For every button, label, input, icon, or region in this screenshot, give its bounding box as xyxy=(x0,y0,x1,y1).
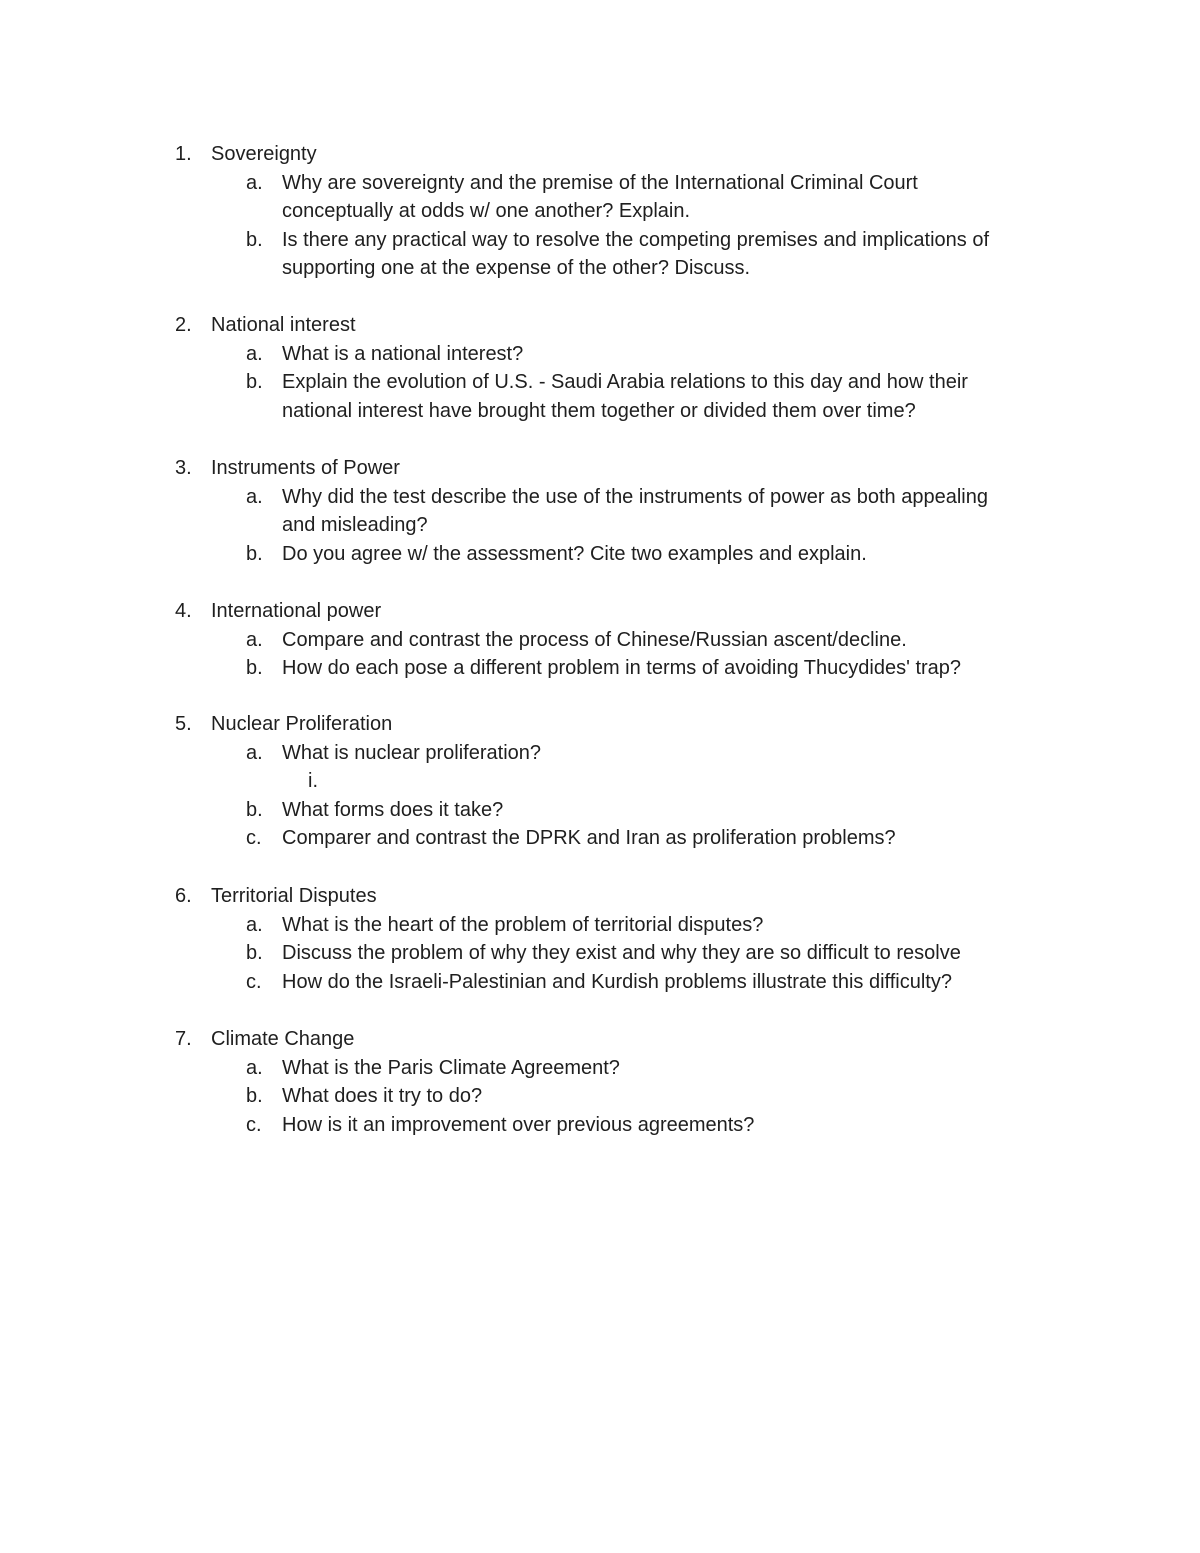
list-item xyxy=(0,483,1200,512)
list-letter: c. xyxy=(246,970,262,993)
list-item xyxy=(0,540,1200,569)
question-text: How do each pose a different problem in terms of avoiding Thucydides' trap? xyxy=(282,657,962,679)
list-item xyxy=(0,169,1200,198)
question-text: How do the Israeli-Palestinian and Kurdish problems illustrate this difficulty? xyxy=(282,970,952,993)
list-number: 2. xyxy=(175,314,192,336)
question-text: Do you agree w/ the assessment? Cite two examples and explain. xyxy=(282,542,867,565)
list-letter: b. xyxy=(246,228,263,251)
section-title: Sovereignty xyxy=(211,143,317,165)
question-text: Comparer and contrast the DPRK and Iran as proliferation problems? xyxy=(282,827,896,849)
list-letter: a. xyxy=(246,741,263,764)
section-title: International power xyxy=(211,600,382,622)
list-item xyxy=(0,939,1200,968)
list-item xyxy=(0,1054,1200,1083)
list-item xyxy=(0,739,1200,768)
list-letter: a. xyxy=(246,485,263,508)
question-text: What is a national interest? xyxy=(282,342,524,365)
section-territorial-disputes xyxy=(0,882,1200,996)
question-text: What is nuclear proliferation? xyxy=(282,741,542,764)
list-letter: a. xyxy=(246,628,263,651)
question-text: What is the heart of the problem of territorial disputes? xyxy=(282,913,764,936)
question-text: and misleading? xyxy=(282,514,428,536)
list-letter: a. xyxy=(246,1056,263,1079)
list-item-continuation xyxy=(0,397,1200,426)
list-subitem xyxy=(0,767,1200,796)
list-letter: b. xyxy=(246,798,263,821)
question-text: Compare and contrast the process of Chinese/Russian ascent/decline. xyxy=(282,628,907,651)
section-instruments-of-power xyxy=(0,454,1200,568)
question-text: conceptually at odds w/ one another? Explain. xyxy=(282,200,691,222)
question-text: Why are sovereignty and the premise of the International Criminal Court xyxy=(282,171,918,194)
list-number: 4. xyxy=(175,600,192,622)
list-letter: b. xyxy=(246,657,263,679)
list-item xyxy=(0,824,1200,853)
list-item xyxy=(0,654,1200,683)
question-text: What is the Paris Climate Agreement? xyxy=(282,1056,620,1079)
section-title: Climate Change xyxy=(211,1028,355,1050)
section-national-interest xyxy=(0,311,1200,425)
list-item xyxy=(0,226,1200,255)
list-letter: a. xyxy=(246,913,263,936)
list-letter: a. xyxy=(246,342,263,365)
question-text: Is there any practical way to resolve the competing premises and implications of xyxy=(282,228,990,251)
list-number: 3. xyxy=(175,457,192,479)
section-heading xyxy=(0,311,1200,340)
list-item xyxy=(0,340,1200,369)
list-number: 6. xyxy=(175,885,192,907)
list-item-continuation xyxy=(0,197,1200,226)
list-letter: a. xyxy=(246,171,263,194)
list-letter: c. xyxy=(246,1113,262,1136)
list-item-continuation xyxy=(0,511,1200,540)
list-letter: c. xyxy=(246,827,262,849)
section-international-power xyxy=(0,597,1200,683)
section-title: Territorial Disputes xyxy=(211,885,377,907)
question-text: Why did the test describe the use of the instruments of power as both appealing xyxy=(282,485,988,508)
section-title: National interest xyxy=(211,314,356,336)
section-heading xyxy=(0,1025,1200,1054)
question-text: What forms does it take? xyxy=(282,798,504,821)
question-text: Discuss the problem of why they exist and why they are so difficult to resolve xyxy=(282,942,961,964)
section-title: Instruments of Power xyxy=(211,457,400,479)
section-heading xyxy=(0,882,1200,911)
list-item xyxy=(0,911,1200,940)
list-item xyxy=(0,368,1200,397)
list-roman: i. xyxy=(308,770,318,792)
section-title: Nuclear Proliferation xyxy=(211,713,393,735)
question-text: How is it an improvement over previous agreements? xyxy=(282,1113,755,1136)
section-sovereignty xyxy=(0,140,1200,283)
question-text: supporting one at the expense of the other? Discuss. xyxy=(282,257,751,279)
section-climate-change xyxy=(0,1025,1200,1139)
list-letter: b. xyxy=(246,942,263,964)
section-heading xyxy=(0,454,1200,483)
list-item xyxy=(0,1082,1200,1111)
list-item xyxy=(0,796,1200,825)
list-item xyxy=(0,626,1200,655)
section-heading xyxy=(0,710,1200,739)
section-heading xyxy=(0,597,1200,626)
list-item xyxy=(0,1111,1200,1140)
list-number: 1. xyxy=(175,143,192,165)
question-text: What does it try to do? xyxy=(282,1085,483,1107)
list-number: 5. xyxy=(175,713,192,735)
list-letter: b. xyxy=(246,1085,263,1107)
list-number: 7. xyxy=(175,1028,192,1050)
list-letter: b. xyxy=(246,371,263,393)
section-nuclear-proliferation xyxy=(0,710,1200,853)
question-text: national interest have brought them together or divided them over time? xyxy=(282,399,916,422)
list-letter: b. xyxy=(246,542,263,565)
list-item-continuation xyxy=(0,254,1200,283)
section-heading xyxy=(0,140,1200,169)
list-item xyxy=(0,968,1200,997)
question-text: Explain the evolution of U.S. - Saudi Arabia relations to this day and how their xyxy=(282,371,968,393)
